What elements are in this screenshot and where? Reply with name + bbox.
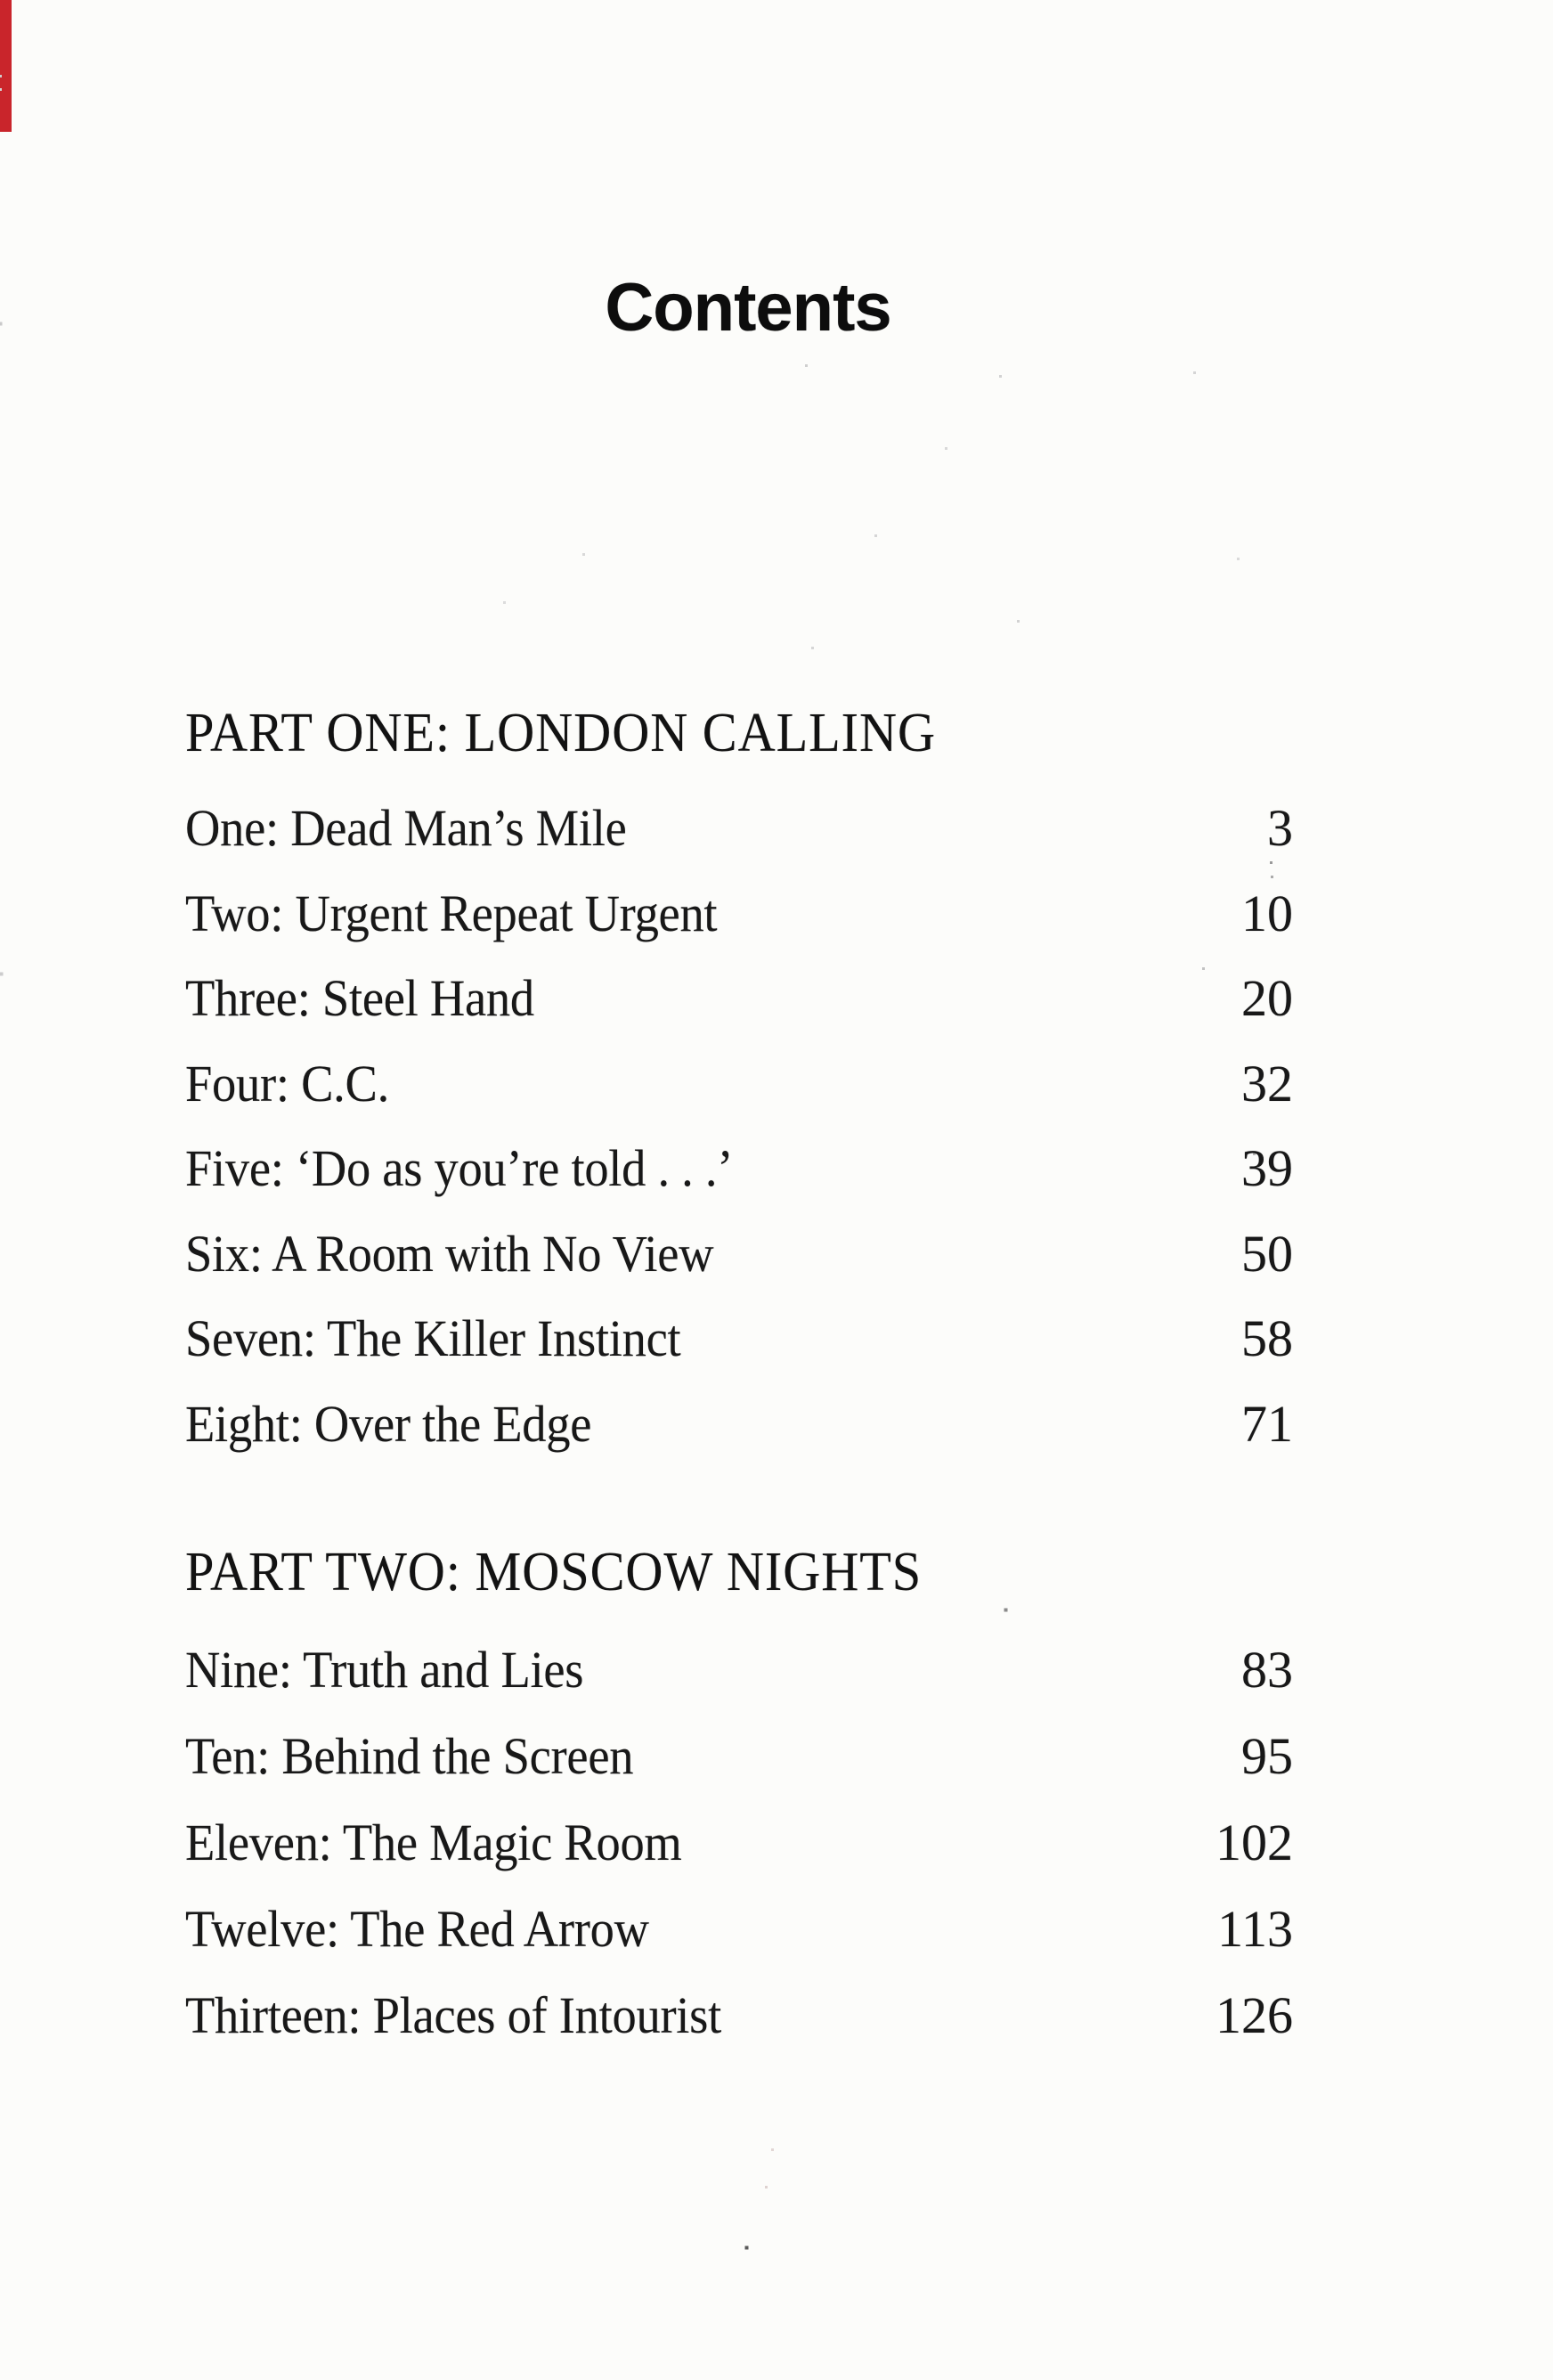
chapter-title: Eleven: The Magic Room (185, 1814, 682, 1871)
toc-entry (185, 871, 1293, 957)
chapter-title: Eight: Over the Edge (185, 1394, 592, 1453)
chapter-title: Two: Urgent Repeat Urgent (185, 884, 718, 942)
page-number: 10 (1241, 884, 1293, 942)
chapter-title: Thirteen: Places of Intourist (185, 1986, 721, 2044)
page-number: 71 (1241, 1394, 1293, 1453)
toc-section (185, 705, 1293, 1466)
page-title: Contents (605, 270, 891, 346)
chapter-title: Seven: The Killer Instinct (185, 1309, 681, 1367)
part-heading: PART ONE: LONDON CALLING (185, 703, 937, 763)
toc-entry (185, 1211, 1293, 1297)
table-of-contents (185, 705, 1293, 2058)
toc-entry (185, 1382, 1293, 1467)
page-number: 50 (1241, 1224, 1293, 1283)
page-number: 32 (1241, 1054, 1293, 1113)
toc-entry (185, 956, 1293, 1041)
page-number: 126 (1216, 1986, 1293, 2044)
page-number: 3 (1267, 799, 1293, 857)
book-edge-stripe (0, 0, 12, 132)
chapter-title: Ten: Behind the Screen (185, 1727, 634, 1785)
toc-entry (185, 1713, 1293, 1799)
chapter-title: One: Dead Man’s Mile (185, 799, 627, 857)
page-number: 20 (1241, 969, 1293, 1027)
page-number: 113 (1217, 1900, 1293, 1958)
toc-entry (185, 1041, 1293, 1127)
part-heading: PART TWO: MOSCOW NIGHTS (185, 1542, 923, 1602)
toc-entry (185, 1626, 1293, 1713)
toc-section (185, 1542, 1293, 2058)
toc-entry (185, 786, 1293, 871)
page-number: 102 (1216, 1814, 1293, 1871)
chapter-title: Nine: Truth and Lies (185, 1641, 584, 1699)
toc-entry (185, 1799, 1293, 1886)
page-number: 95 (1241, 1727, 1293, 1785)
toc-rows (185, 1626, 1293, 2058)
toc-entry (185, 1126, 1293, 1211)
page-number: 39 (1241, 1139, 1293, 1197)
toc-entry (185, 1972, 1293, 2058)
page-number: 83 (1241, 1641, 1293, 1699)
chapter-title: Twelve: The Red Arrow (185, 1900, 649, 1958)
chapter-title: Four: C.C. (185, 1054, 389, 1113)
toc-rows (185, 786, 1293, 1466)
toc-entry (185, 1886, 1293, 1972)
chapter-title: Five: ‘Do as you’re told . . .’ (185, 1139, 734, 1197)
toc-entry (185, 1296, 1293, 1382)
page-number: 58 (1241, 1309, 1293, 1367)
scan-noise-specks (0, 0, 1, 1)
chapter-title: Six: A Room with No View (185, 1224, 714, 1283)
chapter-title: Three: Steel Hand (185, 969, 534, 1027)
